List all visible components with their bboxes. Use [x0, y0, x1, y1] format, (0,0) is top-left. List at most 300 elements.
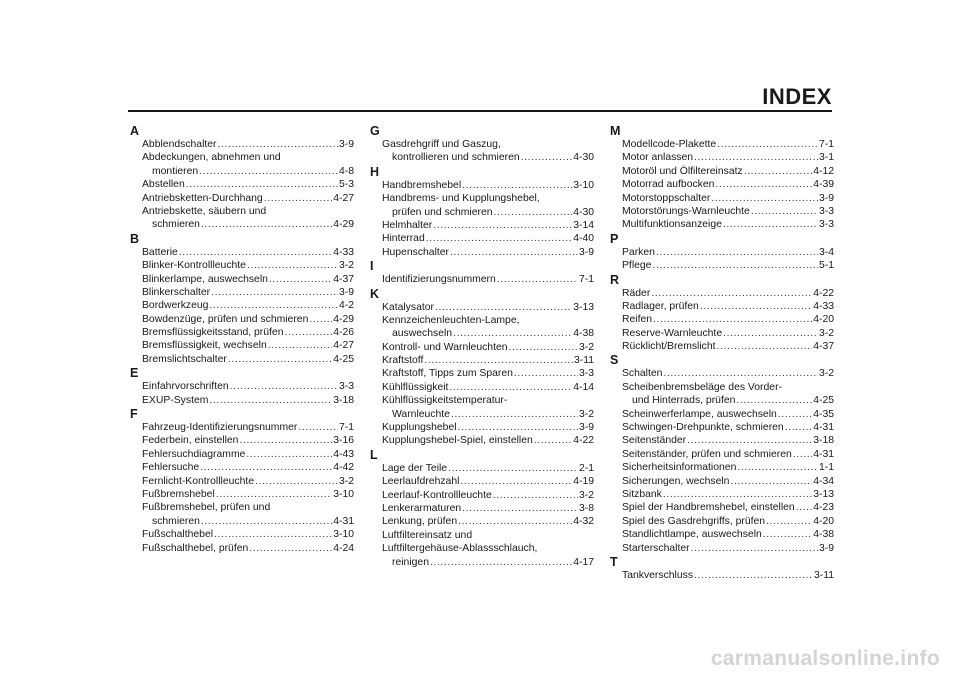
index-entry-label: kontrollieren und schmieren — [392, 152, 520, 164]
index-entry — [610, 259, 834, 272]
index-entry-label: schmieren — [152, 515, 200, 527]
index-entry-page: 4-20 — [813, 515, 834, 527]
index-entry-page: 3-4 — [818, 246, 834, 258]
index-entry — [610, 515, 834, 528]
index-entry-page: 3-2 — [818, 327, 834, 339]
index-entry-label: Motoröl und Ölfiltereinsatz — [622, 165, 743, 177]
index-entry — [610, 448, 834, 461]
index-entry-page: 3-10 — [573, 179, 594, 191]
dot-leader — [534, 434, 572, 447]
index-entry — [130, 339, 354, 352]
index-entry — [610, 488, 834, 501]
index-entry-label: Identifizierungsnummern — [382, 274, 496, 286]
index-entry-label: Federbein, einstellen — [142, 435, 239, 447]
index-letter-heading: I — [370, 259, 374, 274]
index-column-3 — [610, 124, 834, 582]
index-entry — [370, 206, 594, 219]
index-entry — [370, 434, 594, 447]
index-entry-label: Reserve-Warnleuchte — [622, 327, 723, 339]
dot-leader — [730, 475, 812, 488]
index-entry-label: Fußbremshebel — [142, 488, 215, 500]
index-entry-label: Lage der Teile — [382, 462, 448, 474]
index-letter-heading: T — [610, 554, 618, 569]
index-entry — [130, 138, 354, 151]
index-letter-heading: B — [130, 231, 140, 246]
index-entry-page: 4-37 — [333, 273, 354, 285]
index-entry-text: Kennzeichenleuchten-Lampe, — [382, 314, 520, 326]
index-entry-label: Multifunktionsanzeige — [622, 219, 722, 231]
index-entry-label: Fehlersuchdiagramme — [142, 448, 246, 460]
index-entry-page: 4-12 — [813, 165, 834, 177]
index-entry — [370, 341, 594, 354]
index-entry-page: 4-27 — [333, 340, 354, 352]
index-letter-heading: R — [610, 272, 620, 287]
index-entry-page: 4-24 — [333, 542, 354, 554]
dot-leader — [711, 192, 818, 205]
dot-leader — [448, 462, 578, 475]
index-entry-page: 4-37 — [813, 341, 834, 353]
index-entry — [130, 488, 354, 501]
dot-leader — [651, 287, 812, 300]
index-entry-page: 4-43 — [333, 448, 354, 460]
dot-leader — [201, 218, 332, 231]
index-entry-label: Pflege — [622, 260, 652, 272]
index-entry-label: schmieren — [152, 219, 200, 231]
index-entry-label: Fehlersuche — [142, 462, 200, 474]
index-entry-page: 3-13 — [813, 488, 834, 500]
index-entry-label: Starterschalter — [622, 542, 690, 554]
dot-leader — [717, 138, 818, 151]
index-entry-text: Luftfiltergehäuse-Ablassschlauch, — [382, 543, 538, 555]
dot-leader — [715, 178, 812, 191]
index-entry-page: 4-30 — [573, 206, 594, 218]
index-entry — [610, 192, 834, 205]
dot-leader — [694, 151, 818, 164]
index-entry-page: 7-1 — [338, 422, 354, 434]
index-entry-page: 3-3 — [338, 381, 354, 393]
dot-leader — [200, 461, 332, 474]
index-entry-label: Katalysator — [382, 301, 434, 313]
dot-leader — [453, 327, 572, 340]
index-entry-page: 3-3 — [818, 219, 834, 231]
index-entry-text: Antriebskette, säubern und — [142, 205, 267, 217]
index-entry-label: Schwingen-Drehpunkte, schmieren — [622, 422, 784, 434]
index-entry-label: Leerlauf-Kontrollleuchte — [382, 489, 492, 501]
index-entry-page: 4-38 — [573, 328, 594, 340]
dot-leader — [230, 380, 338, 393]
index-entry — [130, 461, 354, 474]
index-entry-label: Scheinwerferlampe, auswechseln — [622, 408, 777, 420]
index-entry-page: 4-2 — [338, 300, 354, 312]
index-entry-page: 4-19 — [573, 476, 594, 488]
index-entry — [130, 246, 354, 259]
index-entry-page: 3-2 — [338, 260, 354, 272]
index-entry-label: Motorstörungs-Warnleuchte — [622, 205, 750, 217]
dot-leader — [201, 515, 332, 528]
index-entry-page: 2-1 — [578, 462, 594, 474]
index-letter-heading: A — [130, 124, 140, 138]
index-entry-label: Handbremshebel — [382, 179, 462, 191]
index-entry-page: 3-2 — [578, 489, 594, 501]
index-entry-page: 5-1 — [818, 260, 834, 272]
index-entry — [130, 218, 354, 231]
dot-leader — [663, 488, 812, 501]
index-entry — [130, 326, 354, 339]
index-entry — [130, 515, 354, 528]
index-entry-label: Parken — [622, 246, 655, 258]
index-entry — [610, 327, 834, 340]
dot-leader — [460, 475, 572, 488]
dot-leader — [458, 515, 572, 528]
index-entry-page: 4-17 — [573, 556, 594, 568]
dot-leader — [751, 205, 818, 218]
dot-leader — [424, 354, 573, 367]
index-entry-page: 3-13 — [573, 301, 594, 313]
dot-leader — [247, 259, 338, 272]
dot-leader — [462, 179, 572, 192]
index-letter-heading: H — [370, 164, 380, 179]
index-entry — [370, 327, 594, 340]
index-entry-page: 4-34 — [813, 475, 834, 487]
dot-leader — [663, 367, 818, 380]
index-entry — [130, 542, 354, 555]
index-entry — [370, 273, 594, 286]
index-entry — [130, 273, 354, 286]
index-entry — [130, 192, 354, 205]
dot-leader — [763, 528, 812, 541]
index-entry-text: Luftfiltereinsatz und — [382, 529, 473, 541]
index-letter-heading: E — [130, 366, 139, 381]
index-entry — [370, 151, 594, 164]
dot-leader — [737, 461, 818, 474]
dot-leader — [209, 299, 338, 312]
index-entry-label: Lenkung, prüfen — [382, 516, 458, 528]
dot-leader — [694, 569, 813, 582]
index-entry-page: 4-35 — [813, 408, 834, 420]
index-entry-page: 7-1 — [818, 139, 834, 150]
index-entry-label: Spiel des Gasdrehgriffs, prüfen — [622, 515, 766, 527]
index-entry — [370, 354, 594, 367]
index-entry-page: 4-40 — [573, 233, 594, 245]
index-entry-label: Radlager, prüfen — [622, 300, 699, 312]
dot-leader — [298, 421, 338, 434]
index-entry-label: Schalten — [622, 368, 663, 380]
index-entry-label: Modellcode-Plakette — [622, 139, 717, 150]
index-entry-label: Warnleuchte — [392, 408, 450, 420]
index-entry-page: 3-9 — [338, 139, 354, 150]
index-column-2 — [370, 124, 594, 569]
index-entry-label: Räder — [622, 287, 651, 299]
index-entry — [370, 556, 594, 569]
dot-leader — [430, 556, 572, 569]
dot-leader — [458, 421, 578, 434]
index-entry-page: 4-26 — [333, 327, 354, 339]
index-entry-label: Abstellen — [142, 179, 185, 191]
dot-leader — [269, 273, 332, 286]
index-entry-text: Kühlflüssigkeitstemperatur- — [382, 395, 508, 407]
index-entry-page: 4-22 — [573, 435, 594, 447]
dot-leader — [264, 192, 332, 205]
index-entry-page: 4-29 — [333, 219, 354, 231]
index-entry-page: 4-33 — [333, 246, 354, 258]
dot-leader — [793, 448, 812, 461]
dot-leader — [785, 421, 812, 434]
index-entry-label: Sitzbank — [622, 488, 662, 500]
index-entry-label: Bowdenzüge, prüfen und schmieren — [142, 313, 309, 325]
index-entry-page: 4-25 — [333, 353, 354, 365]
dot-leader — [449, 381, 572, 394]
index-entry-label: Sicherungen, wechseln — [622, 475, 730, 487]
dot-leader — [766, 515, 812, 528]
index-entry-text: Handbrems- und Kupplungshebel, — [382, 193, 540, 205]
dot-leader — [209, 394, 332, 407]
dot-leader — [255, 475, 338, 488]
dot-leader — [744, 165, 813, 178]
index-entry-label: Seitenständer, prüfen und schmieren — [622, 448, 792, 460]
dot-leader — [214, 528, 332, 541]
index-entry-page: 4-8 — [338, 165, 354, 177]
index-entry-label: Hupenschalter — [382, 246, 450, 258]
index-entry — [130, 528, 354, 541]
index-entry-page: 5-3 — [338, 179, 354, 191]
index-entry — [130, 448, 354, 461]
index-entry-page: 4-31 — [333, 515, 354, 527]
dot-leader — [216, 488, 332, 501]
index-entry — [610, 205, 834, 218]
index-entry-label: Kraftstoff, Tipps zum Sparen — [382, 368, 513, 380]
index-entry-label: prüfen und schmieren — [392, 206, 493, 218]
index-entry-page: 4-42 — [333, 462, 354, 474]
index-entry-page: 4-29 — [333, 313, 354, 325]
index-entry — [610, 569, 834, 582]
index-entry-text: Gasdrehgriff und Gaszug, — [382, 139, 501, 150]
index-entry-label: Lenkerarmaturen — [382, 502, 462, 514]
dot-leader — [653, 313, 812, 326]
index-entry — [610, 313, 834, 326]
dot-leader — [691, 542, 818, 555]
index-entry-label: Seitenständer — [622, 435, 687, 447]
index-entry-label: Bremsflüssigkeit, wechseln — [142, 340, 267, 352]
dot-leader — [717, 340, 813, 353]
index-entry-page: 4-14 — [573, 381, 594, 393]
index-entry — [130, 475, 354, 488]
index-entry-page: 3-2 — [578, 341, 594, 353]
index-entry-page: 3-16 — [333, 435, 354, 447]
index-entry-page: 7-1 — [578, 274, 594, 286]
index-entry-text: Fußbremshebel, prüfen und — [142, 502, 271, 514]
index-entry — [130, 313, 354, 326]
index-entry — [370, 515, 594, 528]
index-entry — [610, 421, 834, 434]
index-entry — [370, 408, 594, 421]
index-entry-text: Scheibenbremsbeläge des Vorder- — [622, 381, 782, 393]
index-entry-page: 3-10 — [333, 488, 354, 500]
dot-leader — [723, 218, 818, 231]
index-entry-page: 4-38 — [813, 529, 834, 541]
index-entry-label: Motorstoppschalter — [622, 192, 711, 204]
index-entry — [610, 151, 834, 164]
dot-leader — [497, 273, 578, 286]
dot-leader — [462, 502, 578, 515]
index-letter-heading: L — [370, 447, 378, 462]
index-entry — [610, 528, 834, 541]
index-entry — [610, 408, 834, 421]
index-entry-page: 4-25 — [813, 395, 834, 407]
index-entry — [370, 246, 594, 259]
index-entry-label: Blinkerlampe, auswechseln — [142, 273, 268, 285]
index-entry-label: Spiel der Handbremshebel, einstellen — [622, 502, 795, 514]
dot-leader — [426, 232, 572, 245]
index-entry-page: 4-31 — [813, 448, 834, 460]
index-entry-label: Fußschalthebel, prüfen — [142, 542, 249, 554]
index-entry — [610, 246, 834, 259]
index-entry-label: Standlichtlampe, auswechseln — [622, 529, 762, 541]
index-letter-heading: G — [370, 124, 380, 138]
index-entry — [130, 380, 354, 393]
index-entry-label: Kraftstoff — [382, 355, 424, 367]
index-entry-label: Helmhalter — [382, 219, 433, 231]
index-entry-page: 4-32 — [573, 516, 594, 528]
dot-leader — [687, 434, 812, 447]
dot-leader — [309, 313, 332, 326]
index-entry-page: 3-2 — [338, 475, 354, 487]
index-entry-page: 3-10 — [333, 529, 354, 541]
index-entry-label: Bremsflüssigkeitsstand, prüfen — [142, 327, 284, 339]
index-entry — [610, 367, 834, 380]
index-entry-page: 3-9 — [338, 286, 354, 298]
index-entry-label: Kupplungshebel-Spiel, einstellen — [382, 435, 533, 447]
index-entry-page: 4-30 — [573, 152, 594, 164]
dot-leader — [451, 408, 578, 421]
index-entry-page: 3-3 — [818, 205, 834, 217]
dot-leader — [433, 219, 572, 232]
index-entry-page: 3-11 — [573, 355, 594, 367]
index-entry-page: 3-9 — [818, 542, 834, 554]
dot-leader — [285, 326, 333, 339]
index-column-1 — [130, 124, 354, 555]
index-entry-label: Fernlicht-Kontrollleuchte — [142, 475, 255, 487]
index-letter-heading: K — [370, 286, 380, 301]
index-entry-label: und Hinterrads, prüfen — [632, 395, 736, 407]
index-entry-label: Sicherheitsinformationen — [622, 462, 737, 474]
index-entry-label: Reifen — [622, 314, 653, 326]
dot-leader — [249, 542, 332, 555]
index-entry-label: Abblendschalter — [142, 139, 217, 150]
index-entry — [370, 367, 594, 380]
index-entry — [610, 461, 834, 474]
index-entry-label: Kupplungshebel — [382, 422, 457, 434]
watermark: carmanualsonline.info — [710, 647, 940, 670]
index-entry-label: Tankverschluss — [622, 569, 694, 581]
dot-leader — [778, 408, 812, 421]
dot-leader — [228, 353, 332, 366]
index-entry-page: 4-39 — [813, 179, 834, 191]
index-entry — [130, 178, 354, 191]
index-entry-label: Blinker-Kontrollleuchte — [142, 260, 246, 272]
index-entry-page: 3-18 — [813, 435, 834, 447]
index-entry — [370, 232, 594, 245]
index-entry-label: Fußschalthebel — [142, 529, 214, 541]
index-entry-page: 3-2 — [578, 408, 594, 420]
index-entry-page: 3-3 — [578, 368, 594, 380]
dot-leader — [186, 178, 338, 191]
index-entry — [130, 259, 354, 272]
index-entry-page: 1-1 — [818, 462, 834, 474]
index-entry — [610, 394, 834, 407]
index-entry-page: 3-18 — [333, 394, 354, 406]
index-entry-page: 3-11 — [813, 569, 834, 581]
index-letter-heading: S — [610, 353, 619, 368]
index-entry-label: Blinkerschalter — [142, 286, 211, 298]
index-entry — [610, 218, 834, 231]
dot-leader — [450, 246, 578, 259]
index-entry — [370, 219, 594, 232]
index-entry-label: Antriebsketten-Durchhang — [142, 192, 263, 204]
index-entry-page: 3-9 — [818, 192, 834, 204]
index-entry — [610, 340, 834, 353]
dot-leader — [199, 165, 338, 178]
dot-leader — [509, 341, 578, 354]
index-entry — [370, 502, 594, 515]
dot-leader — [656, 246, 818, 259]
index-entry — [610, 501, 834, 514]
index-entry-text: Abdeckungen, abnehmen und — [142, 152, 281, 164]
page-title: INDEX — [762, 84, 832, 109]
index-letter-heading: M — [610, 124, 621, 138]
index-entry-label: Motorrad aufbocken — [622, 179, 715, 191]
index-entry-page: 4-31 — [813, 422, 834, 434]
index-entry-label: montieren — [152, 165, 199, 177]
dot-leader — [514, 367, 578, 380]
index-entry — [370, 489, 594, 502]
title-rule — [128, 110, 832, 112]
index-entry — [610, 138, 834, 151]
index-entry-page: 3-1 — [818, 152, 834, 164]
index-entry-page: 4-27 — [333, 192, 354, 204]
index-entry — [610, 300, 834, 313]
index-entry — [610, 542, 834, 555]
index-entry-label: reinigen — [392, 556, 429, 568]
index-entry-label: Einfahrvorschriften — [142, 381, 229, 393]
dot-leader — [494, 206, 573, 219]
dot-leader — [211, 286, 338, 299]
index-entry — [130, 421, 354, 434]
index-entry — [610, 287, 834, 300]
index-entry — [610, 165, 834, 178]
dot-leader — [493, 489, 578, 502]
index-entry — [130, 434, 354, 447]
index-entry — [130, 299, 354, 312]
index-entry — [370, 475, 594, 488]
index-letter-heading: P — [610, 231, 619, 246]
index-entry-label: Rücklicht/Bremslicht — [622, 341, 716, 353]
dot-leader — [239, 434, 332, 447]
index-entry-label: Leerlaufdrehzahl — [382, 476, 460, 488]
index-entry-label: Bordwerkzeug — [142, 300, 209, 312]
dot-leader — [268, 339, 332, 352]
index-letter-heading: F — [130, 407, 138, 422]
index-entry-label: Hinterrad — [382, 233, 425, 245]
dot-leader — [218, 138, 338, 151]
dot-leader — [700, 300, 812, 313]
index-entry-page: 3-14 — [573, 219, 594, 231]
index-entry-label: Bremslichtschalter — [142, 353, 227, 365]
index-entry-label: auswechseln — [392, 328, 453, 340]
index-entry-label: EXUP-System — [142, 394, 209, 406]
index-entry — [130, 165, 354, 178]
index-entry — [370, 301, 594, 314]
index-entry-page: 4-23 — [813, 502, 834, 514]
